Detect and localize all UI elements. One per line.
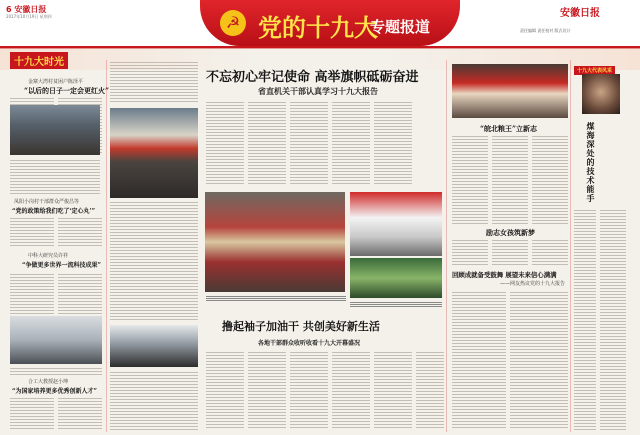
page-header bbox=[0, 0, 640, 49]
bottom-body bbox=[374, 352, 412, 430]
column-divider bbox=[446, 60, 447, 432]
main-body bbox=[206, 102, 244, 186]
date-line: 2017年10月19日 星期四 bbox=[6, 14, 52, 19]
story-body bbox=[10, 274, 54, 314]
column-badge: 十九大代表风采 bbox=[574, 66, 615, 75]
greenhouse-photo bbox=[350, 258, 442, 298]
story-body bbox=[510, 292, 568, 430]
feature-headline: 煤海深处的技术能手 bbox=[586, 122, 596, 203]
story-kicker: 合工大教授赵小坤 bbox=[28, 379, 69, 385]
feature-body bbox=[574, 210, 596, 430]
bottom-body bbox=[248, 352, 286, 430]
bottom-body bbox=[290, 352, 328, 430]
story-body bbox=[10, 398, 54, 430]
page-number: 6 安徽日报 bbox=[6, 5, 47, 14]
column-divider bbox=[570, 60, 571, 432]
main-body bbox=[332, 102, 370, 186]
bottom-body bbox=[416, 352, 444, 430]
bottom-body bbox=[206, 352, 244, 430]
feature-body bbox=[600, 210, 626, 430]
bottom-body bbox=[332, 352, 370, 430]
photo-caption bbox=[206, 296, 346, 302]
story-photo bbox=[10, 316, 102, 364]
story-kicker: 中科大研究员许祥 bbox=[28, 253, 69, 259]
banner-subtitle: 专题报道 bbox=[370, 18, 431, 36]
story-headline: “党的政策给我们吃了‘定心丸’” bbox=[12, 208, 96, 215]
photo-caption bbox=[350, 302, 442, 308]
main-body bbox=[248, 102, 286, 186]
story-body bbox=[10, 160, 100, 196]
story-body bbox=[110, 202, 198, 322]
workers-photo bbox=[205, 192, 345, 292]
story-photo bbox=[10, 105, 100, 155]
party-emblem-icon: ☭ bbox=[220, 10, 246, 36]
story-body bbox=[10, 368, 102, 376]
story-body bbox=[452, 240, 488, 266]
story-body bbox=[532, 136, 568, 224]
bottom-headline: 撸起袖子加油干 共创美好新生活 bbox=[222, 320, 380, 333]
main-subheadline: 省直机关干部认真学习十九大报告 bbox=[258, 86, 378, 96]
story-headline: “皖北粮王”立新志 bbox=[480, 124, 538, 133]
story-kicker: 凤阳小岗村干部群众严俊昌等 bbox=[14, 199, 80, 205]
story-body bbox=[10, 218, 54, 246]
office-photo bbox=[350, 192, 442, 256]
story-headline: “为国家培养更多优秀创新人才” bbox=[12, 388, 97, 395]
meeting-photo bbox=[110, 108, 198, 198]
classroom-photo bbox=[110, 325, 198, 367]
story-body bbox=[532, 240, 568, 266]
story-subheadline: ——网友热议党的十九大报告 bbox=[500, 281, 566, 287]
story-body bbox=[452, 136, 488, 224]
editor-info: 责任编辑 责任校对 版式设计 bbox=[520, 28, 571, 33]
story-body bbox=[58, 274, 102, 314]
banner-title: 党的十九大 bbox=[258, 13, 378, 42]
broadcast-photo bbox=[452, 64, 568, 118]
story-body bbox=[58, 218, 102, 246]
story-body bbox=[110, 372, 198, 430]
story-headline: “争做更多世界一流科技成果” bbox=[22, 262, 101, 269]
story-body bbox=[492, 240, 528, 266]
portrait-photo bbox=[582, 74, 620, 114]
main-body bbox=[290, 102, 328, 186]
main-body bbox=[374, 102, 412, 186]
column-divider bbox=[106, 60, 107, 432]
story-headline: 励志女孩筑新梦 bbox=[486, 228, 535, 237]
story-headline: “以后的日子一定会更红火” bbox=[24, 86, 110, 95]
story-kicker: 金寨大湾村贫困户陈泽平 bbox=[28, 79, 84, 85]
story-headline: 回顾成就备受鼓舞 展望未来信心满满 bbox=[452, 271, 557, 279]
bottom-subheadline: 各地干部群众收听收看十九大开幕盛况 bbox=[258, 340, 361, 347]
masthead-logo: 安徽日报 bbox=[560, 8, 600, 19]
column-badge: 十九大时光 bbox=[10, 52, 68, 69]
story-body bbox=[110, 62, 198, 102]
story-body bbox=[492, 136, 528, 224]
story-body bbox=[58, 398, 102, 430]
story-body bbox=[452, 292, 506, 430]
main-headline: 不忘初心牢记使命 高举旗帜砥砺奋进 bbox=[206, 70, 419, 85]
